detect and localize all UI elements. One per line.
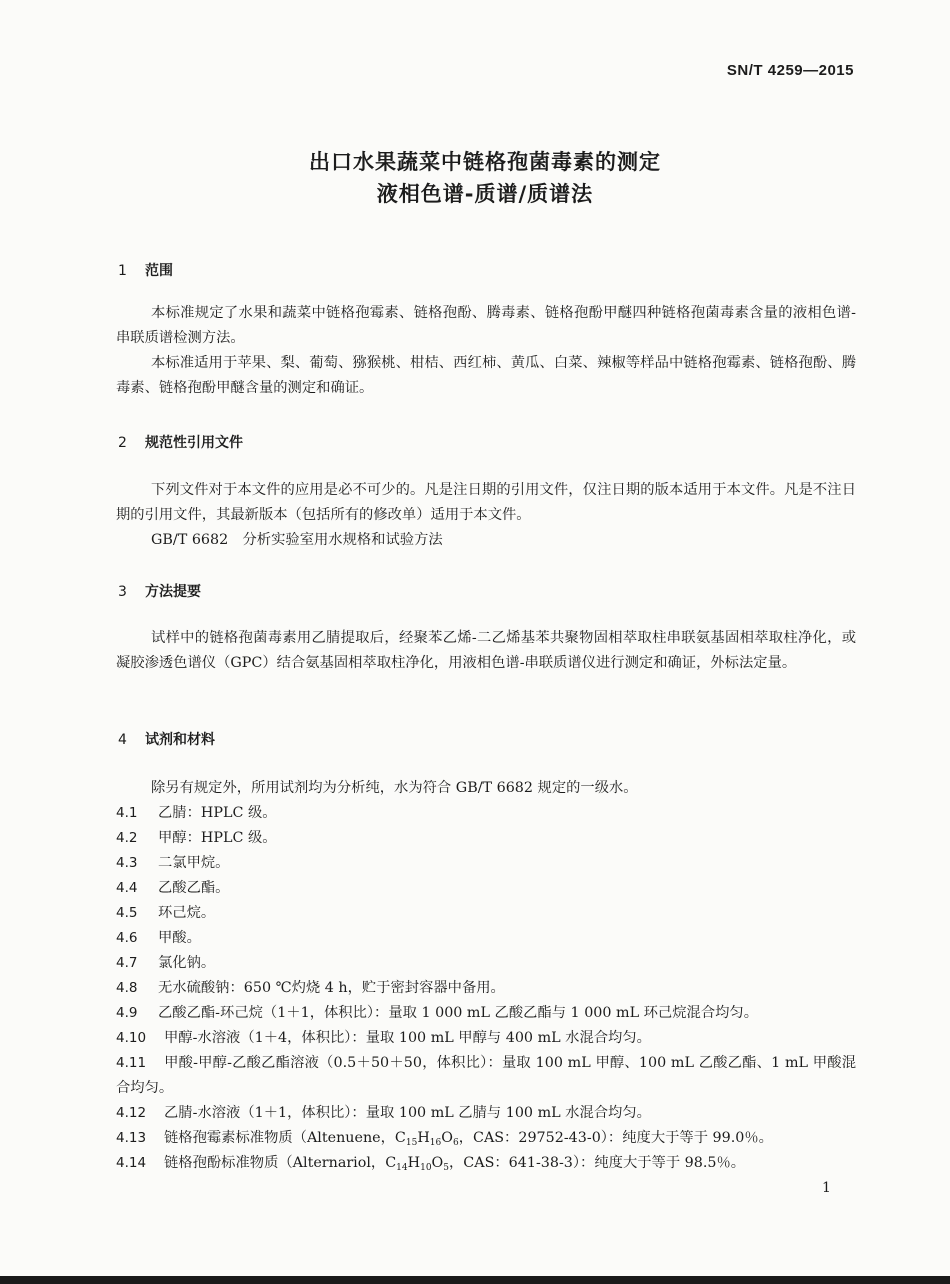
section-1-heading <box>118 260 173 280</box>
list-item: 4.14 链格孢酚标准物质（Alternariol，$C_{14}H_{10}O_5$，CAS：641-38-3）：纯度大于等于 98.5％。 <box>116 1155 746 1173</box>
list-item: 4.10 甲醇-水溶液（1＋4，体积比）：量取 100 mL 甲醇与 400 mL 水混合均匀。 <box>116 1030 651 1046</box>
section-title: 范围 <box>145 263 173 279</box>
scan-bottom-edge <box>0 1276 950 1284</box>
list-item: 4.6 甲酸。 <box>116 930 201 946</box>
section-2-heading <box>118 432 243 452</box>
document-title-line1: 出口水果蔬菜中链格孢菌毒素的测定 <box>309 150 661 174</box>
standard-code: SN/T 4259—2015 <box>726 62 854 79</box>
list-item: 4.4 乙酸乙酯。 <box>116 880 230 896</box>
list-item: 4.13 链格孢霉素标准物质（Altenuene，$C_{15}H_{16}O_6$，CAS：29752-43-0）：纯度大于等于 99.0％。 <box>116 1130 773 1148</box>
section-1-paragraph-1: 本标准规定了水果和蔬菜中链格孢霉素、链格孢酚、腾毒素、链格孢酚甲醚四种链格孢菌毒素含量的液相色谱-串联质谱检测方法。 <box>116 305 856 346</box>
list-item: 4.1 乙腈：HPLC 级。 <box>116 805 277 821</box>
section-4-paragraph-1: 除另有规定外，所用试剂均为分析纯，水为符合 GB/T 6682 规定的一级水。 <box>151 780 638 796</box>
section-number: 3 <box>118 584 127 600</box>
section-4-heading <box>118 729 215 749</box>
section-title: 方法提要 <box>145 584 201 600</box>
section-number: 2 <box>118 435 127 451</box>
normative-reference: GB/T 6682 分析实验室用水规格和试验方法 <box>151 532 443 548</box>
section-number: 1 <box>118 263 127 279</box>
section-1-paragraph-2: 本标准适用于苹果、梨、葡萄、猕猴桃、柑桔、西红柿、黄瓜、白菜、辣椒等样品中链格孢霉素、链格孢酚、腾毒素、链格孢酚甲醚含量的测定和确证。 <box>116 355 856 396</box>
section-3-paragraph-1: 试样中的链格孢菌毒素用乙腈提取后，经聚苯乙烯-二乙烯基苯共聚物固相萃取柱串联氨基固相萃取柱净化，或凝胶渗透色谱仪（GPC）结合氨基固相萃取柱净化，用液相色谱-串联质谱仪进行测定和确证，外标法定量。 <box>116 630 856 671</box>
section-title: 试剂和材料 <box>145 732 215 748</box>
section-title: 规范性引用文件 <box>145 435 243 451</box>
list-item: 4.12 乙腈-水溶液（1＋1，体积比）：量取 100 mL 乙腈与 100 mL 水混合均匀。 <box>116 1105 651 1121</box>
list-item: 4.8 无水硫酸钠：650 ℃灼烧 4 h，贮于密封容器中备用。 <box>116 980 505 996</box>
section-number: 4 <box>118 732 127 748</box>
list-item: 4.11 甲酸-甲醇-乙酸乙酯溶液（0.5＋50＋50，体积比）：量取 100 mL 甲醇、100 mL 乙酸乙酯、1 mL 甲酸混合均匀。 <box>116 1055 856 1096</box>
list-item: 4.2 甲醇：HPLC 级。 <box>116 830 277 846</box>
list-item: 4.7 氯化钠。 <box>116 955 216 971</box>
section-2-paragraph-1: 下列文件对于本文件的应用是必不可少的。凡是注日期的引用文件，仅注日期的版本适用于本文件。凡是不注日期的引用文件，其最新版本（包括所有的修改单）适用于本文件。 <box>116 482 856 523</box>
list-item: 4.5 环己烷。 <box>116 905 216 921</box>
section-3-heading <box>118 581 201 601</box>
document-title-line2: 液相色谱-质谱/质谱法 <box>376 182 594 206</box>
list-item: 4.3 二氯甲烷。 <box>116 855 230 871</box>
list-item: 4.9 乙酸乙酯-环己烷（1＋1，体积比）：量取 1 000 mL 乙酸乙酯与 1 000 mL 环己烷混合均匀。 <box>116 1005 759 1021</box>
page-number: 1 <box>822 1180 831 1196</box>
